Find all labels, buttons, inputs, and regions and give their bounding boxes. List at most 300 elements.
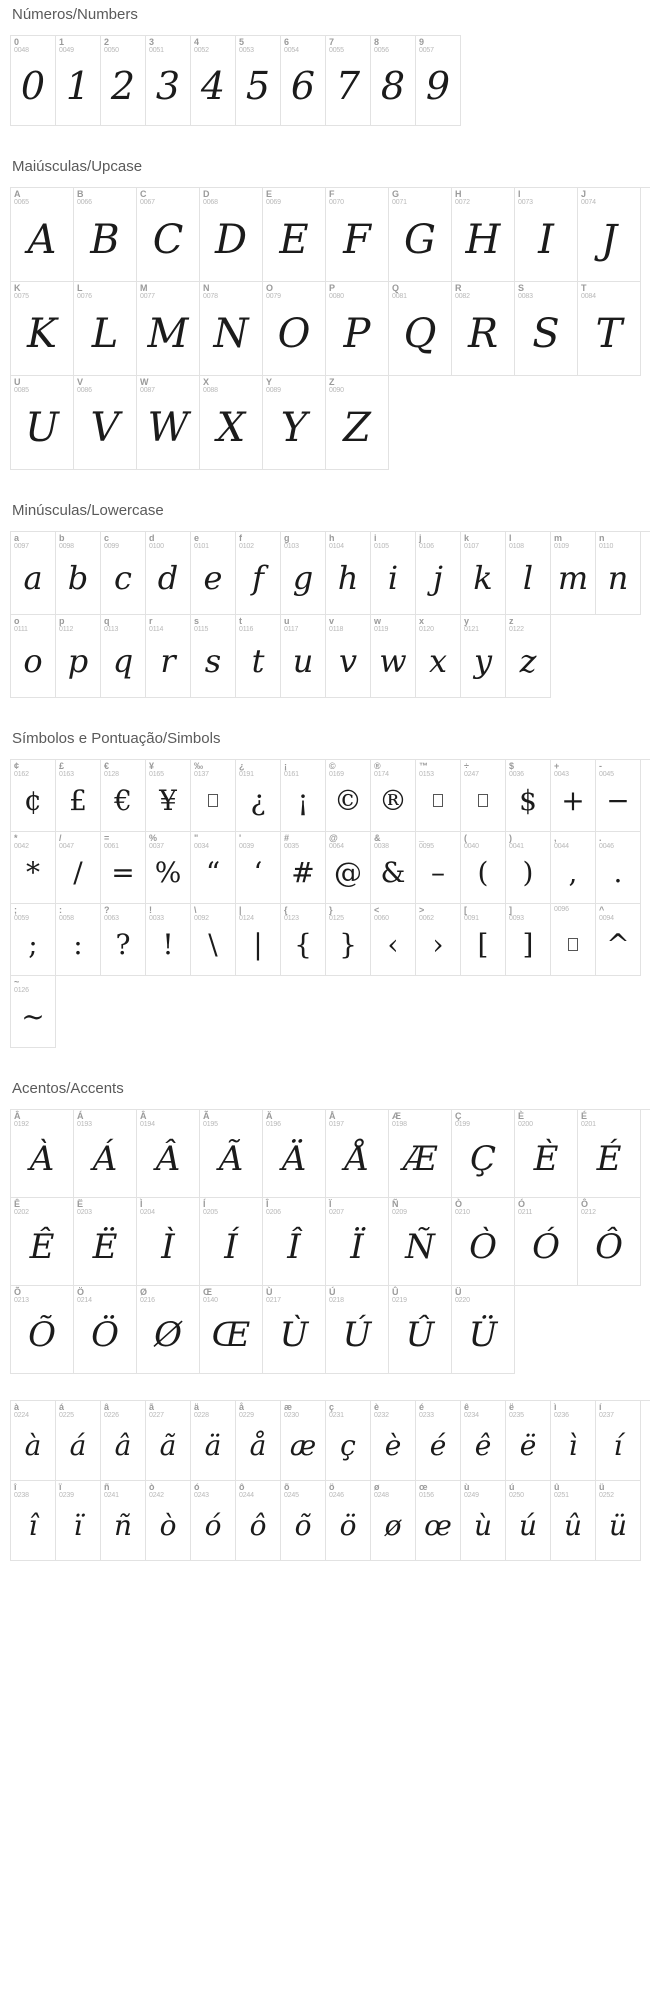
glyph-cell[interactable] bbox=[146, 36, 191, 126]
glyph-char-label: > bbox=[419, 905, 425, 915]
glyph-cell[interactable] bbox=[416, 832, 461, 904]
glyph-char-label: | bbox=[239, 905, 242, 915]
glyph-cell[interactable] bbox=[146, 760, 191, 832]
glyph-cell[interactable] bbox=[578, 1198, 641, 1286]
glyph-code-label: 0226 bbox=[104, 1412, 119, 1420]
glyph-char-label: ‰ bbox=[194, 761, 203, 771]
glyph-cell[interactable] bbox=[263, 1286, 326, 1374]
glyph-code-label: 0193 bbox=[77, 1121, 92, 1129]
glyph-meta bbox=[392, 284, 407, 301]
glyph-render: } bbox=[339, 927, 357, 961]
glyph-meta bbox=[239, 534, 254, 551]
glyph-meta bbox=[419, 834, 434, 851]
glyph-code-label: 0085 bbox=[14, 387, 29, 395]
glyph-code-label: 0093 bbox=[509, 915, 524, 923]
glyph-cell[interactable] bbox=[371, 1481, 416, 1561]
glyph-char-label: Ô bbox=[581, 1199, 589, 1209]
glyph-meta bbox=[329, 190, 344, 207]
glyph-char-label: $ bbox=[509, 761, 515, 771]
glyph-cell[interactable] bbox=[11, 1401, 56, 1481]
glyph-cell[interactable] bbox=[326, 188, 389, 282]
glyph-cell[interactable] bbox=[191, 36, 236, 126]
glyph-cell[interactable] bbox=[11, 532, 56, 615]
glyph-cell[interactable] bbox=[461, 532, 506, 615]
glyph-cell[interactable] bbox=[506, 832, 551, 904]
glyph-cell[interactable] bbox=[74, 376, 137, 470]
glyph-char-label: Ã bbox=[203, 1111, 210, 1121]
glyph-cell[interactable] bbox=[389, 1110, 452, 1198]
glyph-char-label: Ñ bbox=[392, 1199, 399, 1209]
glyph-cell[interactable] bbox=[11, 1286, 74, 1374]
glyph-cell[interactable] bbox=[281, 1481, 326, 1561]
glyph-cell[interactable] bbox=[191, 615, 236, 698]
glyph-cell[interactable] bbox=[326, 532, 371, 615]
glyph-render: À bbox=[29, 1138, 55, 1179]
glyph-code-label: 0103 bbox=[284, 543, 299, 551]
glyph-cell[interactable] bbox=[263, 376, 326, 470]
glyph-cell[interactable] bbox=[326, 832, 371, 904]
glyph-render: { bbox=[294, 927, 312, 961]
glyph-cell[interactable] bbox=[281, 832, 326, 904]
glyph-cell[interactable] bbox=[146, 1481, 191, 1561]
notdef-box-icon bbox=[478, 794, 488, 808]
glyph-cell[interactable] bbox=[326, 904, 371, 976]
glyph-cell[interactable] bbox=[11, 376, 74, 470]
glyph-cell[interactable] bbox=[416, 615, 461, 698]
glyph-meta bbox=[59, 1483, 74, 1500]
glyph-cell[interactable] bbox=[191, 904, 236, 976]
glyph-cell[interactable] bbox=[326, 1481, 371, 1561]
glyph-grid bbox=[10, 759, 650, 1048]
glyph-cell[interactable] bbox=[11, 904, 56, 976]
glyph-cell[interactable] bbox=[326, 376, 389, 470]
glyph-grid bbox=[10, 35, 461, 126]
glyph-char-label: Ä bbox=[266, 1111, 273, 1121]
glyph-render: Ä bbox=[281, 1138, 307, 1179]
notdef-box-icon bbox=[208, 794, 218, 808]
glyph-cell[interactable] bbox=[236, 760, 281, 832]
glyph-cell[interactable] bbox=[389, 1198, 452, 1286]
glyph-cell[interactable] bbox=[200, 1286, 263, 1374]
glyph-cell[interactable] bbox=[191, 760, 236, 832]
glyph-cell[interactable] bbox=[56, 1481, 101, 1561]
glyph-cell[interactable] bbox=[11, 36, 56, 126]
glyph-render: ¥ bbox=[159, 783, 177, 817]
glyph-code-label: 0041 bbox=[509, 843, 524, 851]
glyph-meta bbox=[14, 1483, 29, 1500]
glyph-render: A bbox=[27, 216, 57, 263]
glyph-meta bbox=[266, 1200, 281, 1217]
glyph-cell[interactable] bbox=[137, 376, 200, 470]
glyph-cell[interactable] bbox=[101, 760, 146, 832]
glyph-cell[interactable] bbox=[596, 904, 641, 976]
glyph-cell[interactable] bbox=[11, 976, 56, 1048]
glyph-cell[interactable] bbox=[506, 760, 551, 832]
notdef-box-icon bbox=[568, 938, 578, 952]
glyph-cell[interactable] bbox=[137, 1110, 200, 1198]
glyph-meta bbox=[194, 762, 209, 779]
glyph-meta bbox=[509, 906, 524, 923]
glyph-cell[interactable] bbox=[578, 282, 641, 376]
glyph-cell[interactable] bbox=[74, 1198, 137, 1286]
glyph-cell[interactable] bbox=[137, 188, 200, 282]
glyph-cell[interactable] bbox=[191, 1481, 236, 1561]
glyph-cell[interactable] bbox=[506, 1401, 551, 1481]
glyph-code-label: 0245 bbox=[284, 1492, 299, 1500]
glyph-cell[interactable] bbox=[56, 760, 101, 832]
glyph-render: ¿ bbox=[250, 783, 266, 817]
glyph-cell[interactable] bbox=[11, 832, 56, 904]
glyph-code-label: 0039 bbox=[239, 843, 254, 851]
glyph-cell[interactable] bbox=[101, 904, 146, 976]
glyph-cell[interactable] bbox=[11, 188, 74, 282]
glyph-cell[interactable] bbox=[56, 532, 101, 615]
glyph-code-label: 0120 bbox=[419, 626, 434, 634]
glyph-cell[interactable] bbox=[461, 615, 506, 698]
section-title: Símbolos e Pontuação/Simbols bbox=[12, 730, 221, 747]
glyph-char-label: Å bbox=[329, 1111, 336, 1121]
glyph-char-label: ] bbox=[509, 905, 512, 915]
glyph-render: Ã bbox=[218, 1138, 244, 1179]
glyph-cell[interactable] bbox=[416, 760, 461, 832]
glyph-render: l bbox=[522, 559, 534, 597]
glyph-char-label: w bbox=[374, 616, 382, 626]
glyph-cell[interactable] bbox=[371, 904, 416, 976]
glyph-char-label: ¢ bbox=[14, 761, 20, 771]
glyph-cell[interactable] bbox=[11, 1198, 74, 1286]
glyph-cell[interactable] bbox=[416, 532, 461, 615]
glyph-cell[interactable] bbox=[326, 1198, 389, 1286]
glyph-char-label: ï bbox=[59, 1482, 62, 1492]
glyph-meta bbox=[392, 1112, 407, 1129]
glyph-cell[interactable] bbox=[56, 904, 101, 976]
glyph-code-label: 0248 bbox=[374, 1492, 389, 1500]
glyph-cell[interactable] bbox=[371, 615, 416, 698]
glyph-char-label: / bbox=[59, 833, 62, 843]
glyph-char-label: C bbox=[140, 189, 147, 199]
glyph-cell[interactable] bbox=[461, 760, 506, 832]
glyph-cell[interactable] bbox=[236, 36, 281, 126]
glyph-char-label: Ï bbox=[329, 1199, 332, 1209]
glyph-cell[interactable] bbox=[11, 615, 56, 698]
glyph-cell[interactable] bbox=[461, 832, 506, 904]
glyph-render: ù bbox=[473, 1508, 493, 1542]
glyph-cell[interactable] bbox=[263, 188, 326, 282]
glyph-code-label: 0236 bbox=[554, 1412, 569, 1420]
glyph-cell[interactable] bbox=[281, 36, 326, 126]
glyph-cell[interactable] bbox=[101, 532, 146, 615]
glyph-cell[interactable] bbox=[101, 1401, 146, 1481]
glyph-cell[interactable] bbox=[200, 282, 263, 376]
glyph-render: F bbox=[343, 216, 371, 263]
glyph-code-label: 0124 bbox=[239, 915, 254, 923]
glyph-cell[interactable] bbox=[236, 1401, 281, 1481]
glyph-code-label: 0252 bbox=[599, 1492, 614, 1500]
glyph-cell[interactable] bbox=[281, 615, 326, 698]
glyph-cell[interactable] bbox=[551, 1481, 596, 1561]
glyph-cell[interactable] bbox=[146, 532, 191, 615]
glyph-char-label: è bbox=[374, 1402, 380, 1412]
glyph-char-label: Â bbox=[14, 1111, 21, 1121]
glyph-meta bbox=[104, 38, 119, 55]
glyph-meta bbox=[203, 378, 218, 395]
glyph-code-label: 0051 bbox=[149, 47, 164, 55]
glyph-char-label: s bbox=[194, 616, 200, 626]
glyph-cell[interactable] bbox=[56, 615, 101, 698]
glyph-meta bbox=[554, 762, 569, 779]
glyph-cell[interactable] bbox=[596, 832, 641, 904]
glyph-cell[interactable] bbox=[74, 1110, 137, 1198]
glyph-render: Ï bbox=[350, 1226, 364, 1267]
glyph-code-label: 0094 bbox=[599, 915, 614, 923]
glyph-code-label: 0156 bbox=[419, 1492, 434, 1500]
glyph-meta bbox=[581, 1200, 596, 1217]
glyph-cell[interactable] bbox=[101, 36, 146, 126]
glyph-cell[interactable] bbox=[551, 1401, 596, 1481]
glyph-render: f bbox=[252, 559, 264, 597]
glyph-render: ö bbox=[339, 1508, 357, 1542]
glyph-cell[interactable] bbox=[452, 282, 515, 376]
glyph-meta bbox=[329, 617, 343, 634]
glyph-code-label: 0042 bbox=[14, 843, 29, 851]
glyph-cell[interactable] bbox=[191, 1401, 236, 1481]
glyph-cell[interactable] bbox=[137, 282, 200, 376]
glyph-cell[interactable] bbox=[200, 1110, 263, 1198]
glyph-cell[interactable] bbox=[416, 904, 461, 976]
glyph-meta bbox=[194, 534, 209, 551]
glyph-char-label: ô bbox=[239, 1482, 245, 1492]
glyph-cell[interactable] bbox=[200, 376, 263, 470]
glyph-code-label: 0061 bbox=[104, 843, 119, 851]
glyph-char-label: e bbox=[194, 533, 200, 543]
glyph-char-label: O bbox=[266, 283, 274, 293]
glyph-meta bbox=[239, 834, 254, 851]
glyph-cell[interactable] bbox=[596, 532, 641, 615]
glyph-render: å bbox=[249, 1428, 267, 1462]
glyph-render: @ bbox=[334, 855, 362, 889]
glyph-cell[interactable] bbox=[236, 532, 281, 615]
glyph-cell[interactable] bbox=[326, 1110, 389, 1198]
glyph-section-accents bbox=[10, 1074, 651, 1374]
glyph-cell[interactable] bbox=[452, 188, 515, 282]
glyph-cell[interactable] bbox=[326, 36, 371, 126]
glyph-char-label: m bbox=[554, 533, 563, 543]
glyph-render: ô bbox=[249, 1508, 267, 1542]
glyph-meta bbox=[329, 38, 344, 55]
glyph-cell[interactable] bbox=[371, 1401, 416, 1481]
glyph-cell[interactable] bbox=[389, 282, 452, 376]
glyph-render: 0 bbox=[20, 63, 46, 108]
glyph-cell[interactable] bbox=[236, 904, 281, 976]
glyph-cell[interactable] bbox=[389, 1286, 452, 1374]
glyph-cell[interactable] bbox=[11, 282, 74, 376]
glyph-meta bbox=[329, 378, 344, 395]
glyph-meta bbox=[284, 534, 299, 551]
glyph-meta bbox=[374, 762, 389, 779]
glyph-char-label: x bbox=[419, 616, 425, 626]
glyph-cell[interactable] bbox=[551, 760, 596, 832]
glyph-render: R bbox=[467, 310, 499, 357]
glyph-render: M bbox=[147, 310, 189, 357]
glyph-render: æ bbox=[289, 1428, 317, 1462]
glyph-cell[interactable] bbox=[551, 532, 596, 615]
glyph-char-label: z bbox=[509, 616, 514, 626]
glyph-char-label: k bbox=[464, 533, 470, 543]
glyph-cell[interactable] bbox=[137, 1198, 200, 1286]
glyph-cell[interactable] bbox=[326, 1401, 371, 1481]
glyph-char-label: * bbox=[14, 833, 18, 843]
glyph-cell[interactable] bbox=[506, 904, 551, 976]
glyph-char-label: a bbox=[14, 533, 20, 543]
glyph-cell[interactable] bbox=[506, 1481, 551, 1561]
glyph-render: h bbox=[337, 559, 359, 597]
glyph-code-label: 0251 bbox=[554, 1492, 569, 1500]
glyph-cell[interactable] bbox=[191, 532, 236, 615]
glyph-char-label: h bbox=[329, 533, 335, 543]
glyph-cell[interactable] bbox=[101, 1481, 146, 1561]
glyph-char-label: ) bbox=[509, 833, 512, 843]
glyph-cell[interactable] bbox=[326, 615, 371, 698]
glyph-cell[interactable] bbox=[551, 832, 596, 904]
glyph-cell[interactable] bbox=[236, 832, 281, 904]
glyph-meta bbox=[419, 1403, 434, 1420]
glyph-meta bbox=[14, 1403, 29, 1420]
glyph-cell[interactable] bbox=[578, 1110, 641, 1198]
glyph-render: ? bbox=[115, 927, 131, 961]
glyph-cell[interactable] bbox=[578, 188, 641, 282]
glyph-cell[interactable] bbox=[371, 36, 416, 126]
glyph-cell[interactable] bbox=[11, 760, 56, 832]
glyph-section-numbers bbox=[10, 0, 651, 126]
glyph-cell[interactable] bbox=[452, 1198, 515, 1286]
glyph-render: É bbox=[596, 1138, 622, 1179]
glyph-cell[interactable] bbox=[596, 760, 641, 832]
glyph-code-label: 0081 bbox=[392, 293, 407, 301]
glyph-char-label: j bbox=[419, 533, 422, 543]
glyph-meta bbox=[140, 284, 155, 301]
glyph-cell[interactable] bbox=[236, 615, 281, 698]
glyph-char-label: G bbox=[392, 189, 400, 199]
glyph-char-label: É bbox=[581, 1111, 588, 1121]
glyph-meta bbox=[239, 906, 254, 923]
glyph-cell[interactable] bbox=[596, 1481, 641, 1561]
glyph-cell[interactable] bbox=[200, 188, 263, 282]
glyph-cell[interactable] bbox=[515, 1198, 578, 1286]
glyph-meta bbox=[149, 617, 163, 634]
glyph-cell[interactable] bbox=[461, 1401, 506, 1481]
glyph-char-label: q bbox=[104, 616, 110, 626]
glyph-cell[interactable] bbox=[452, 1286, 515, 1374]
glyph-meta bbox=[59, 617, 73, 634]
glyph-cell[interactable] bbox=[101, 615, 146, 698]
glyph-code-label: 0128 bbox=[104, 771, 119, 779]
glyph-code-label: 0038 bbox=[374, 843, 389, 851]
glyph-cell[interactable] bbox=[56, 1401, 101, 1481]
glyph-cell[interactable] bbox=[74, 282, 137, 376]
glyph-cell[interactable] bbox=[200, 1198, 263, 1286]
glyph-cell[interactable] bbox=[11, 1110, 74, 1198]
glyph-char-label: à bbox=[14, 1402, 20, 1412]
glyph-cell[interactable] bbox=[416, 1401, 461, 1481]
glyph-cell[interactable] bbox=[281, 1401, 326, 1481]
glyph-cell[interactable] bbox=[137, 1286, 200, 1374]
glyph-cell[interactable] bbox=[56, 832, 101, 904]
glyph-render: Ê bbox=[29, 1226, 55, 1267]
glyph-code-label: 0052 bbox=[194, 47, 209, 55]
glyph-cell[interactable] bbox=[452, 1110, 515, 1198]
glyph-cell[interactable] bbox=[326, 282, 389, 376]
glyph-cell[interactable] bbox=[146, 615, 191, 698]
glyph-render: ~ bbox=[21, 999, 45, 1033]
glyph-cell[interactable] bbox=[389, 188, 452, 282]
glyph-cell[interactable] bbox=[191, 832, 236, 904]
glyph-cell[interactable] bbox=[11, 1481, 56, 1561]
glyph-render: W bbox=[147, 404, 189, 451]
glyph-char-label: N bbox=[203, 283, 210, 293]
glyph-cell[interactable] bbox=[416, 1481, 461, 1561]
glyph-cell[interactable] bbox=[506, 532, 551, 615]
glyph-cell[interactable] bbox=[461, 1481, 506, 1561]
glyph-cell[interactable] bbox=[146, 904, 191, 976]
glyph-cell[interactable] bbox=[371, 532, 416, 615]
glyph-cell[interactable] bbox=[236, 1481, 281, 1561]
glyph-meta bbox=[14, 534, 29, 551]
glyph-char-label: Æ bbox=[392, 1111, 401, 1121]
glyph-cell[interactable] bbox=[74, 1286, 137, 1374]
glyph-cell[interactable] bbox=[263, 282, 326, 376]
glyph-cell[interactable] bbox=[371, 832, 416, 904]
glyph-cell[interactable] bbox=[326, 760, 371, 832]
glyph-char-label: U bbox=[14, 377, 21, 387]
glyph-cell[interactable] bbox=[371, 760, 416, 832]
glyph-render: è bbox=[384, 1428, 402, 1462]
glyph-cell[interactable] bbox=[146, 832, 191, 904]
glyph-meta bbox=[464, 762, 479, 779]
glyph-char-label: - bbox=[599, 761, 602, 771]
glyph-meta bbox=[266, 1112, 281, 1129]
glyph-char-label: Ó bbox=[518, 1199, 526, 1209]
glyph-cell[interactable] bbox=[281, 760, 326, 832]
glyph-char-label: c bbox=[104, 533, 110, 543]
glyph-cell[interactable] bbox=[74, 188, 137, 282]
glyph-cell[interactable] bbox=[416, 36, 461, 126]
glyph-render: 4 bbox=[200, 63, 226, 108]
glyph-char-label: ì bbox=[554, 1402, 557, 1412]
glyph-cell[interactable] bbox=[263, 1110, 326, 1198]
glyph-cell[interactable] bbox=[515, 282, 578, 376]
glyph-code-label: 0082 bbox=[455, 293, 470, 301]
glyph-meta bbox=[374, 1483, 389, 1500]
glyph-cell[interactable] bbox=[515, 188, 578, 282]
glyph-grid bbox=[10, 187, 650, 470]
glyph-cell[interactable] bbox=[596, 1401, 641, 1481]
glyph-cell[interactable] bbox=[281, 532, 326, 615]
glyph-cell[interactable] bbox=[101, 832, 146, 904]
glyph-cell[interactable] bbox=[146, 1401, 191, 1481]
glyph-cell[interactable] bbox=[461, 904, 506, 976]
glyph-cell[interactable] bbox=[56, 36, 101, 126]
glyph-cell[interactable] bbox=[506, 615, 551, 698]
glyph-cell[interactable] bbox=[326, 1286, 389, 1374]
glyph-meta bbox=[284, 1483, 299, 1500]
glyph-cell[interactable] bbox=[551, 904, 596, 976]
glyph-char-label: ç bbox=[329, 1402, 335, 1412]
glyph-cell[interactable] bbox=[263, 1198, 326, 1286]
glyph-code-label: 0113 bbox=[104, 626, 119, 634]
glyph-cell[interactable] bbox=[281, 904, 326, 976]
glyph-code-label: 0238 bbox=[14, 1492, 29, 1500]
glyph-cell[interactable] bbox=[515, 1110, 578, 1198]
